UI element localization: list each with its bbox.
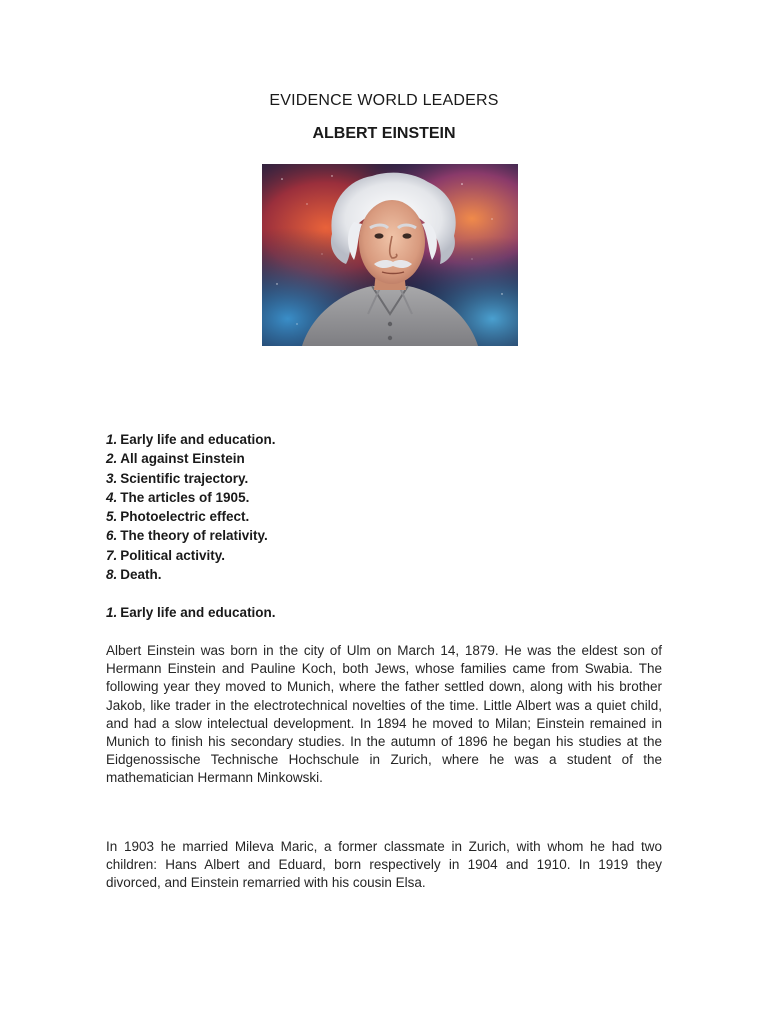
toc-item-label: Photoelectric effect. [120,509,250,525]
toc-item-label: Early life and education. [120,432,276,447]
toc-item [106,449,276,468]
toc-item-number: 6. [106,528,118,544]
toc-item-number: 7. [106,547,118,563]
toc-item-number: 8. [106,567,118,583]
toc-item-number: 2. [106,451,118,467]
toc-item [106,546,276,565]
einstein-portrait-image [262,164,518,346]
document-title: EVIDENCE WORLD LEADERS [269,92,499,109]
document-subtitle: ALBERT EINSTEIN [312,125,456,142]
toc-item [106,488,276,507]
toc-item-number: 1. [106,432,118,447]
toc-item [106,565,276,584]
toc-item-label: Political activity. [120,547,226,563]
toc-item-label: Scientific trajectory. [120,470,249,486]
body-paragraph: In 1903 he married Mileva Maric, a former classmate in Zurich, with whom he had two children: Hans Albert and Eduard, born respectively in 1904 and 1910. In 1919 they divorced, and Einstein remarried with his cousin Elsa. [106,839,662,891]
section-number: 1. [106,605,118,620]
toc-item [106,526,276,545]
toc-item-label: The theory of relativity. [120,528,268,544]
section-heading [106,603,276,622]
section-title: Early life and education. [120,605,276,620]
toc-item-number: 4. [106,489,118,505]
toc-item [106,507,276,526]
toc-item-number: 5. [106,509,118,525]
toc-item-label: The articles of 1905. [120,489,250,505]
table-of-contents [106,430,276,584]
toc-item-label: Death. [120,567,162,583]
toc-item [106,469,276,488]
toc-item [106,430,276,449]
body-paragraph: Albert Einstein was born in the city of Ulm on March 14, 1879. He was the eldest son of Hermann Einstein and Pauline Koch, both Jews, whose families came from Swabia. The following year they moved to Munich, where the father settled down, along with his brother Jakob, like trader in the electrotechnical novelties of the time. Little Albert was a quiet child, and had a slow intelectual development. In 1894 he moved to Milan; Einstein remained in Munich to finish his secondary studies. In the autumn of 1896 he began his studies at the Eidgenossische Technische Hochschule in Zurich, where he was a student of the mathematician Hermann Minkowski. [106,643,662,786]
toc-item-number: 3. [106,470,118,486]
toc-item-label: All against Einstein [120,451,245,467]
